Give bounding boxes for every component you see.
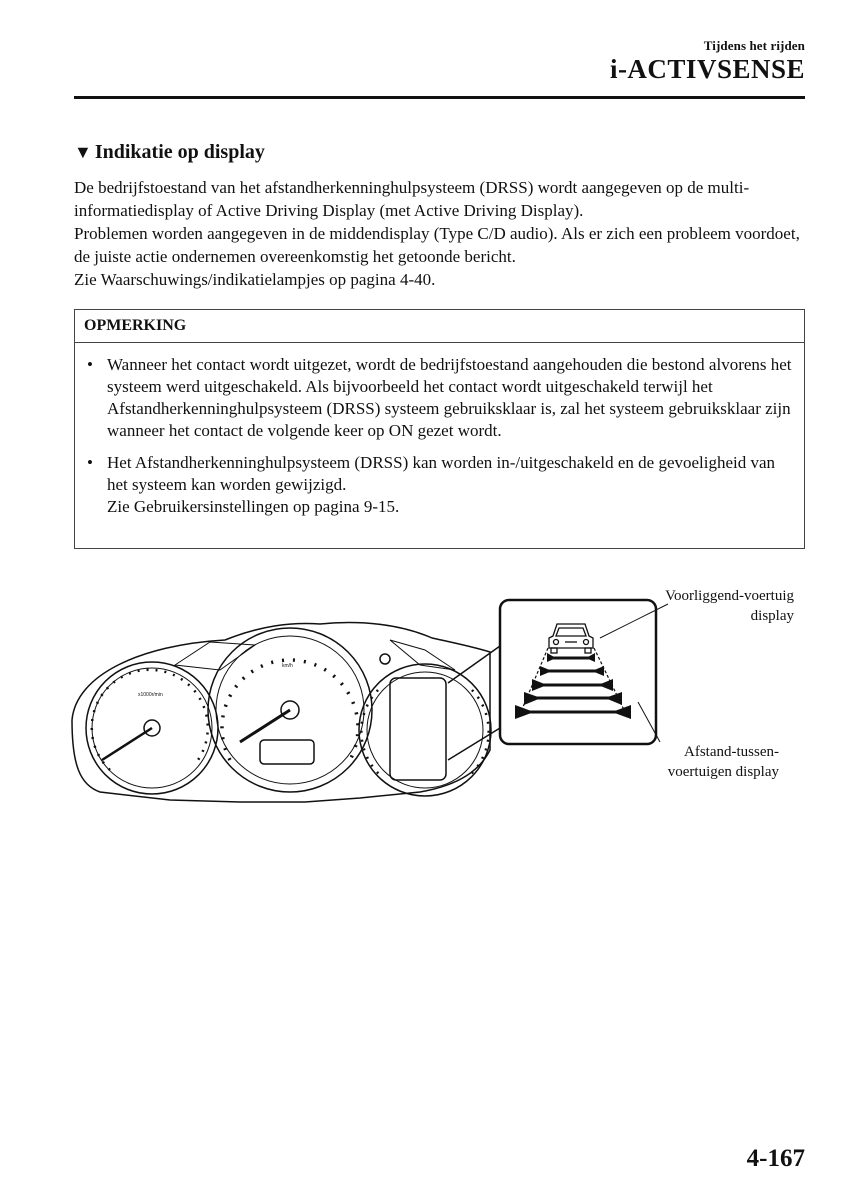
note-item: [87, 354, 794, 442]
note-list: [75, 343, 804, 518]
callout-line: voertuigen display: [667, 764, 779, 780]
note-item-text: Het Afstandherkenninghulpsysteem (DRSS) kan worden in-/uitgeschakeld en de gevoeligheid van het systeem kan worden gewijzigd.: [107, 453, 776, 494]
body-paragraph: De bedrijfstoestand van het afstandherkenninghulpsysteem (DRSS) wordt aangegeven op de multi-informatiedisplay of Active Driving Display (met Active Driving Display).: [74, 178, 750, 220]
header-subtitle: Tijdens het rijden: [703, 38, 805, 53]
speedometer: [208, 628, 372, 792]
section-heading: [74, 141, 265, 164]
note-box: [74, 309, 805, 549]
callout-vehicle-ahead: [665, 586, 794, 626]
bullet-icon: •: [87, 355, 93, 374]
note-item-text: Wanneer het contact wordt uitgezet, wordt de bedrijfstoestand aangehouden die bestond alvorens het systeem werd uitgeschakeld. Als bijvoorbeeld het contact wordt uitgeschakeld terwijl het Afstandherkenninghulpsysteem (DRSS) systeem gebruiksklaar is, zal het systeem gebruiksklaar zijn wanneer het contact de volgende keer op ON gezet wordt.: [107, 355, 792, 440]
indicator-light: [380, 654, 390, 664]
header-title: i-ACTIVSENSE: [609, 54, 805, 84]
car-icon: [549, 624, 593, 653]
page-number: 4-167: [746, 1145, 805, 1172]
leader-line: [448, 728, 500, 760]
callout-line: display: [750, 608, 794, 624]
cluster-trim: [390, 640, 455, 670]
header-rule: [74, 96, 805, 99]
body-text: [74, 176, 804, 291]
callout-leader: [600, 604, 668, 638]
note-title: OPMERKING: [75, 310, 804, 343]
section-heading-text: Indikatie op display: [94, 141, 265, 163]
note-item: [87, 452, 794, 518]
note-item-text: Zie Gebruikersinstellingen op pagina 9-15.: [107, 497, 400, 516]
body-paragraph: Problemen worden aangegeven in de middendisplay (Type C/D audio). Als er zich een probleem voordoet, de juiste actie ondernemen overeenkomstig het getoonde bericht.: [74, 224, 800, 266]
callout-line: Voorliggend-voertuig: [665, 588, 794, 604]
speed-unit-label: km/h: [282, 663, 293, 669]
triangle-marker-icon: ▼: [74, 142, 92, 162]
multi-information-display-gauge: [359, 664, 491, 796]
leader-line: [448, 646, 500, 683]
tachometer: [86, 662, 218, 794]
body-paragraph: Zie Waarschuwings/indikatielampjes op pagina 4-40.: [74, 270, 436, 289]
callout-following-distance: [668, 742, 779, 782]
tach-unit-label: x1000r/min: [138, 692, 163, 698]
callout-line: Afstand-tussen-: [684, 744, 779, 760]
trip-display: [260, 740, 314, 764]
bullet-icon: •: [87, 453, 93, 472]
cluster-trim: [175, 642, 255, 670]
